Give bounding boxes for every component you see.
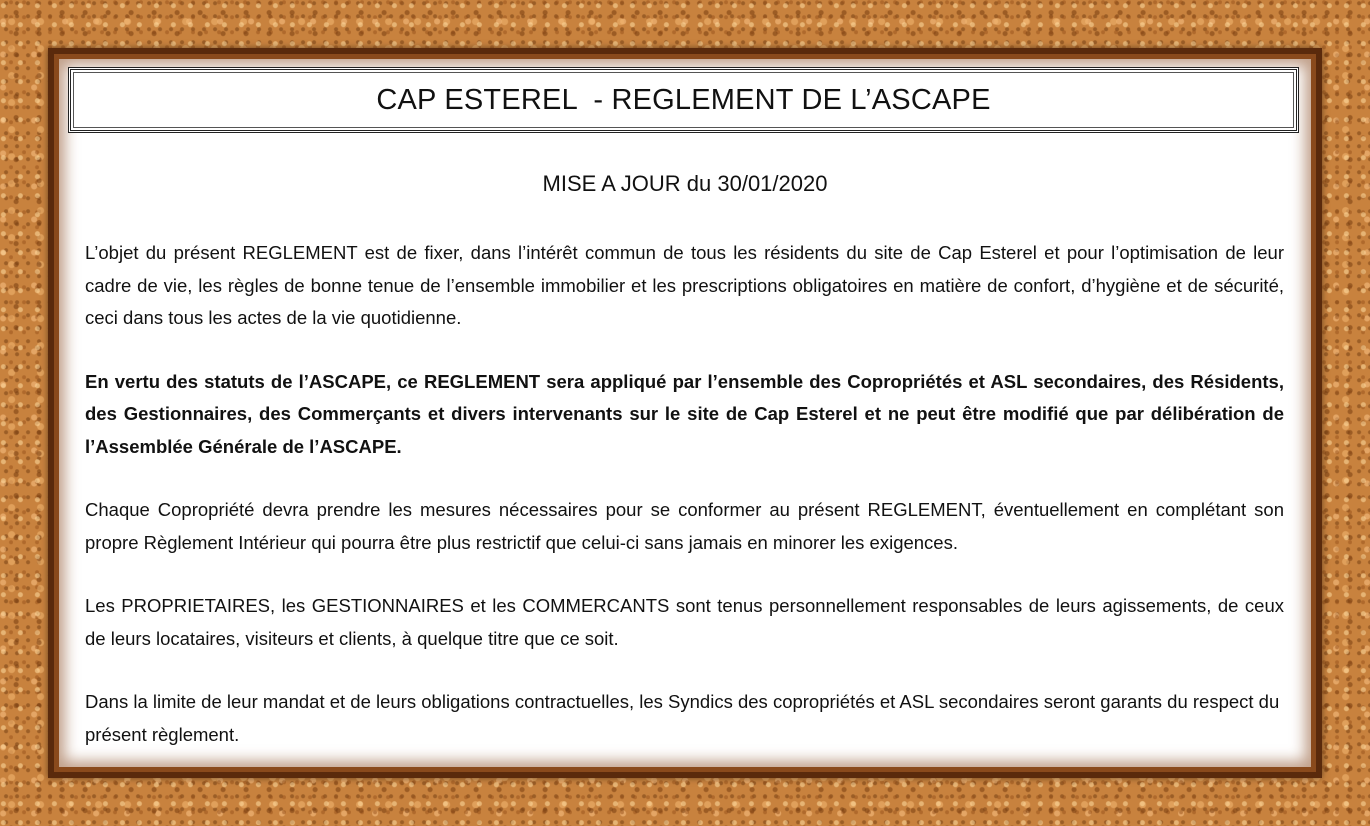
title-box bbox=[68, 67, 1299, 133]
paragraph-syndics: Dans la limite de leur mandat et de leurs obligations contractuelles, les Syndics des copropriétés et ASL secondaires seront garants du respect du présent règlement. bbox=[85, 691, 1280, 745]
frame-border bbox=[54, 54, 1316, 772]
document-paper bbox=[59, 59, 1311, 767]
paragraph-responsibility: Les PROPRIETAIRES, les GESTIONNAIRES et les COMMERCANTS sont tenus personnellement responsables de leurs agissements, de ceux de leurs locataires, visiteurs et clients, à quelque titre que ce soit. bbox=[85, 595, 1284, 649]
document-title: CAP ESTEREL - REGLEMENT DE L’ASCAPE bbox=[376, 83, 991, 116]
document-body bbox=[85, 237, 1284, 782]
update-date: MISE A JOUR du 30/01/2020 bbox=[542, 171, 828, 196]
paragraph-purpose: L’objet du présent REGLEMENT est de fixer, dans l’intérêt commun de tous les résidents du site de Cap Esterel et pour l’optimisation de leur cadre de vie, les règles de bonne tenue de l’ensemble immobilier et les prescriptions obligatoires en matière de confort, d’hygiène et de sécurité, ceci dans tous les actes de la vie quotidienne. bbox=[85, 242, 1284, 328]
paragraph-coproperty: Chaque Copropriété devra prendre les mesures nécessaires pour se conformer au présent REGLEMENT, éventuellement en complétant son propre Règlement Intérieur qui pourra être plus restrictif que celui-ci sans jamais en minorer les exigences. bbox=[85, 499, 1284, 553]
paragraph-statutes: En vertu des statuts de l’ASCAPE, ce REGLEMENT sera appliqué par l’ensemble des Copropriétés et ASL secondaires, des Résidents, des Gestionnaires, des Commerçants et divers intervenants sur le site de Cap Esterel et ne peut être modifié que par délibération de l’Assemblée Générale de l’ASCAPE. bbox=[85, 370, 1284, 457]
document-frame bbox=[48, 48, 1322, 778]
